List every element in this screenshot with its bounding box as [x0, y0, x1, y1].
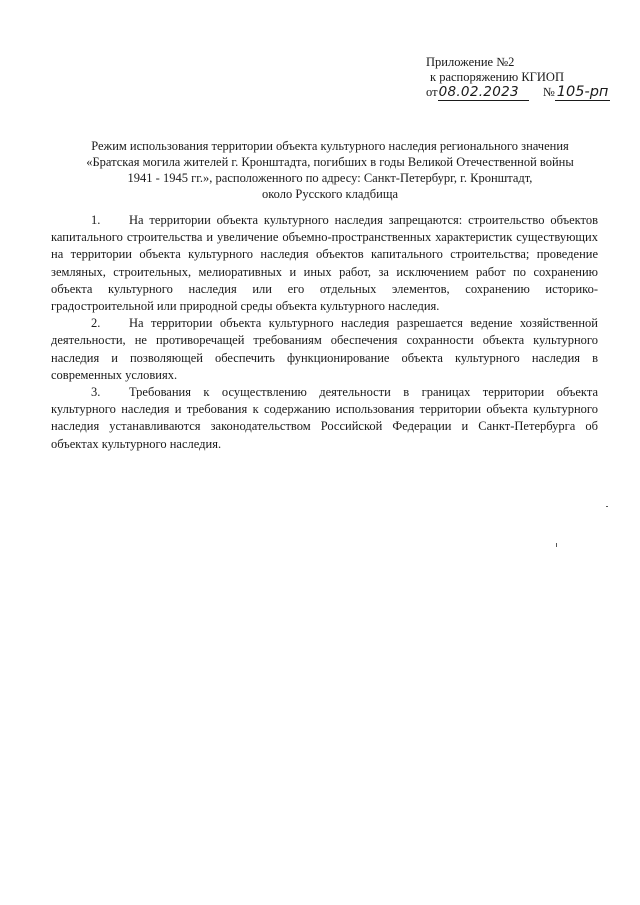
item-text: На территории объекта культурного наследия запрещаются: строительство объектов капитального строительства и увеличение объемно-пространственных характеристик существующих на территории объекта культурного наследия объектов капитального строительства; проведение земляных, строительных, мелиоративных и иных работ, за исключением работ по сохранению объекта культурного наследия или его отдельных элементов, сохранению историко-градостроительной или природной среды объекта культурного наследия. — [51, 213, 598, 314]
document-title — [60, 138, 600, 202]
title-line-2: «Братская могила жителей г. Кронштадта, погибших в годы Великой Отечественной войны — [86, 155, 574, 169]
appendix-title: Приложение №2 — [426, 55, 515, 69]
handwritten-number: 105-рп — [556, 84, 609, 100]
appendix-header — [426, 55, 626, 100]
scan-speck — [556, 543, 557, 547]
item-text: Требования к осуществлению деятельности в границах территории объекта культурного наследия и требования к содержанию использования территории объекта культурного наследия устанавливаются законодательством Российской Федерации и Санкт-Петербурга об объектах культурного наследия. — [51, 385, 598, 451]
title-line-1: Режим использования территории объекта культурного наследия регионального значения — [91, 139, 569, 153]
item-number: 2. — [91, 316, 101, 331]
number-prefix: № — [542, 85, 555, 99]
item-text: На территории объекта культурного наследия разрешается ведение хозяйственной деятельности, не противоречащей требованиям обеспечения сохранности объекта культурного наследия и позволяющей обеспечить функционирование объекта культурного наследия в современных условиях. — [51, 316, 598, 382]
document-body — [51, 212, 598, 453]
item-number: 1. — [91, 213, 101, 227]
handwritten-date: 08.02.2023 — [438, 84, 529, 101]
date-prefix: от — [426, 85, 438, 99]
list-item — [51, 315, 598, 384]
item-number: 3. — [91, 385, 101, 400]
title-line-3: 1941 - 1945 гг.», расположенного по адресу: Санкт-Петербург, г. Кронштадт, — [127, 171, 533, 185]
scan-speck — [606, 506, 608, 507]
appendix-reference: к распоряжению КГИОП — [430, 70, 564, 84]
list-item — [51, 212, 598, 315]
appendix-date-number-line — [426, 85, 626, 100]
list-item — [51, 384, 598, 453]
title-line-4: около Русского кладбища — [261, 187, 398, 201]
